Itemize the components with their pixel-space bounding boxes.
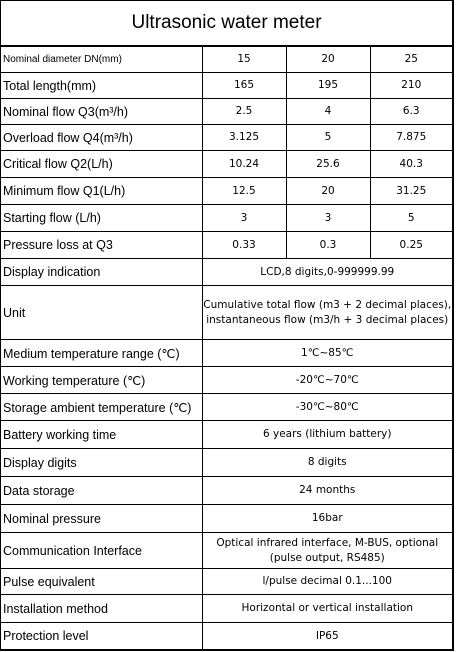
value-line: Cumulative total flow (m3 + 2 decimal places), (203, 298, 452, 311)
row-label: Starting flow (L/h) (1, 205, 202, 232)
value-line: instantaneous flow (m3/h + 3 decimal places) (206, 313, 449, 326)
cell-value: 210 (370, 73, 452, 99)
value-line: (pulse output, RS485) (269, 551, 385, 564)
cell-value: 5 (370, 205, 452, 232)
table-row (1, 449, 452, 477)
row-label: Battery working time (1, 421, 202, 449)
table-row (1, 623, 452, 650)
table-row (1, 367, 452, 394)
table-row (1, 421, 452, 449)
cell-value: 7.875 (370, 125, 452, 151)
cell-value: 2.5 (202, 99, 286, 125)
cell-value: 6.3 (370, 99, 452, 125)
cell-value: 25.6 (286, 151, 370, 178)
row-label: Communication Interface (1, 533, 202, 569)
row-label: Nominal diameter DN(mm) (1, 47, 202, 73)
row-label: Pulse equivalent (1, 569, 202, 595)
cell-value: 31.25 (370, 178, 452, 205)
row-label: Critical flow Q2(L/h) (1, 151, 202, 178)
row-label: Total length(mm) (1, 73, 202, 99)
cell-value: 3 (202, 205, 286, 232)
cell-value: 0.3 (286, 232, 370, 259)
cell-value: 10.24 (202, 151, 286, 178)
table-row (1, 178, 452, 205)
row-label: Data storage (1, 477, 202, 505)
cell-value: 195 (286, 73, 370, 99)
table-row (1, 232, 452, 259)
cell-value: -30℃~80℃ (202, 394, 452, 421)
value-line: Optical infrared interface, M-BUS, optional (216, 536, 439, 549)
cell-value: 8 digits (202, 449, 452, 477)
table-row (1, 340, 452, 367)
table-row (1, 259, 452, 286)
row-label: Medium temperature range (℃) (1, 340, 202, 367)
row-label: Storage ambient temperature (℃) (1, 394, 202, 421)
cell-value: 40.3 (370, 151, 452, 178)
row-label: Nominal flow Q3(m³/h) (1, 99, 202, 125)
cell-value: 0.25 (370, 232, 452, 259)
row-label: Protection level (1, 623, 202, 650)
table-row (1, 205, 452, 232)
cell-value (202, 286, 452, 340)
cell-value: 3.125 (202, 125, 286, 151)
spec-table (1, 46, 452, 650)
cell-value: 24 months (202, 477, 452, 505)
cell-value: LCD,8 digits,0-999999.99 (202, 259, 452, 286)
cell-value: l/pulse decimal 0.1...100 (202, 569, 452, 595)
cell-value: 6 years (lithium battery) (202, 421, 452, 449)
cell-value: 12.5 (202, 178, 286, 205)
row-label: Working temperature (℃) (1, 367, 202, 394)
cell-value: 0.33 (202, 232, 286, 259)
cell-value: 1℃~85℃ (202, 340, 452, 367)
cell-value: 16bar (202, 505, 452, 533)
row-label: Nominal pressure (1, 505, 202, 533)
row-label: Display digits (1, 449, 202, 477)
table-row (1, 533, 452, 569)
page-title: Ultrasonic water meter (1, 1, 452, 46)
table-row (1, 125, 452, 151)
table-row (1, 151, 452, 178)
table-row (1, 595, 452, 623)
table-row (1, 477, 452, 505)
table-row (1, 47, 452, 73)
table-row (1, 99, 452, 125)
cell-value: 4 (286, 99, 370, 125)
table-row (1, 394, 452, 421)
cell-value: 25 (370, 47, 452, 73)
table-row (1, 569, 452, 595)
row-label: Pressure loss at Q3 (1, 232, 202, 259)
cell-value: 5 (286, 125, 370, 151)
cell-value: 165 (202, 73, 286, 99)
cell-value: 15 (202, 47, 286, 73)
table-row (1, 505, 452, 533)
cell-value: IP65 (202, 623, 452, 650)
row-label: Display indication (1, 259, 202, 286)
row-label: Minimum flow Q1(L/h) (1, 178, 202, 205)
row-label: Overload flow Q4(m³/h) (1, 125, 202, 151)
row-label: Installation method (1, 595, 202, 623)
row-label: Unit (1, 286, 202, 340)
cell-value: 20 (286, 178, 370, 205)
table-row (1, 286, 452, 340)
cell-value: -20℃~70℃ (202, 367, 452, 394)
cell-value: 3 (286, 205, 370, 232)
cell-value: 20 (286, 47, 370, 73)
cell-value: Horizontal or vertical installation (202, 595, 452, 623)
table-row (1, 73, 452, 99)
cell-value (202, 533, 452, 569)
